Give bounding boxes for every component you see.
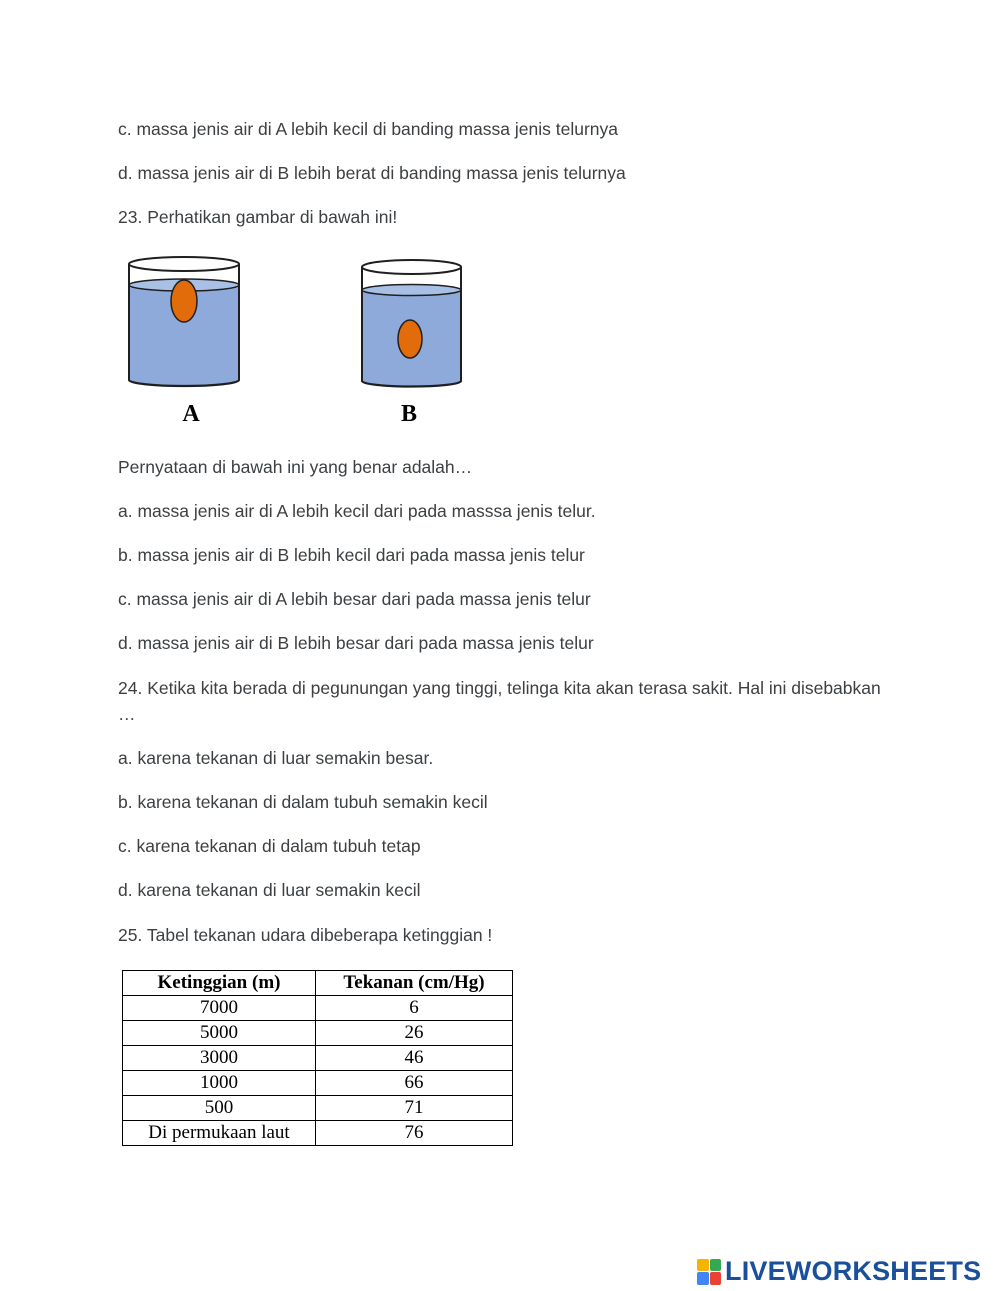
icon-square-4 <box>710 1272 722 1285</box>
icon-square-1 <box>697 1259 709 1272</box>
table-row <box>123 996 513 1021</box>
label-a: A <box>182 401 200 427</box>
altitude-cell: 5000 <box>123 1021 316 1046</box>
altitude-cell: 1000 <box>123 1071 316 1096</box>
pressure-cell: 46 <box>316 1046 513 1071</box>
pressure-cell: 71 <box>316 1096 513 1121</box>
egg-a <box>171 280 197 322</box>
egg-b <box>398 320 422 358</box>
q24-option-a: a. karena tekanan di luar semakin besar. <box>118 748 434 768</box>
q23-prompt: Pernyataan di bawah ini yang benar adalah… <box>118 457 473 477</box>
q24-option-d: d. karena tekanan di luar semakin kecil <box>118 880 421 900</box>
q23-option-a: a. massa jenis air di A lebih kecil dari pada masssa jenis telur. <box>118 501 596 521</box>
label-b: B <box>400 401 418 427</box>
table-row <box>123 1021 513 1046</box>
q23-option-d: d. massa jenis air di B lebih besar dari pada massa jenis telur <box>118 633 594 653</box>
q25-title: 25. Tabel tekanan udara dibeberapa ketinggian ! <box>118 925 493 945</box>
altitude-cell: 500 <box>123 1096 316 1121</box>
q23-option-b: b. massa jenis air di B lebih kecil dari pada massa jenis telur <box>118 545 585 565</box>
q23-option-c: c. massa jenis air di A lebih besar dari pada massa jenis telur <box>118 589 591 609</box>
table-row <box>123 1096 513 1121</box>
beaker-a <box>129 257 239 427</box>
q24-option-c: c. karena tekanan di dalam tubuh tetap <box>118 836 421 856</box>
header-altitude: Ketinggian (m) <box>123 971 316 996</box>
pressure-table <box>122 970 513 1146</box>
q24-title: 24. Ketika kita berada di pegunungan yang tinggi, telinga kita akan terasa sakit. Hal ini disebabkan … <box>118 678 881 724</box>
table-row <box>123 1046 513 1071</box>
liveworksheets-logo <box>697 1256 981 1287</box>
beaker-b-water-surface <box>362 285 461 296</box>
beaker-a-rim <box>129 257 239 271</box>
table-row <box>123 1121 513 1146</box>
beaker-b-rim <box>362 260 461 274</box>
pressure-cell: 6 <box>316 996 513 1021</box>
icon-square-3 <box>697 1272 709 1285</box>
altitude-cell: 3000 <box>123 1046 316 1071</box>
q22-option-c: c. massa jenis air di A lebih kecil di banding massa jenis telurnya <box>118 119 618 139</box>
header-pressure: Tekanan (cm/Hg) <box>316 971 513 996</box>
q22-option-d: d. massa jenis air di B lebih berat di banding massa jenis telurnya <box>118 163 626 183</box>
table-header-row <box>123 971 513 996</box>
pressure-cell: 66 <box>316 1071 513 1096</box>
beaker-b <box>362 260 461 427</box>
q24-option-b: b. karena tekanan di dalam tubuh semakin kecil <box>118 792 488 812</box>
altitude-cell: 7000 <box>123 996 316 1021</box>
brand-text: LIVEWORKSHEETS <box>725 1256 982 1286</box>
pressure-cell: 26 <box>316 1021 513 1046</box>
liveworksheets-icon <box>697 1259 721 1285</box>
icon-square-2 <box>710 1259 722 1272</box>
q23-title: 23. Perhatikan gambar di bawah ini! <box>118 207 398 227</box>
altitude-cell: Di permukaan laut <box>123 1121 316 1146</box>
pressure-cell: 76 <box>316 1121 513 1146</box>
table-row <box>123 1071 513 1096</box>
beaker-figure <box>118 250 478 430</box>
